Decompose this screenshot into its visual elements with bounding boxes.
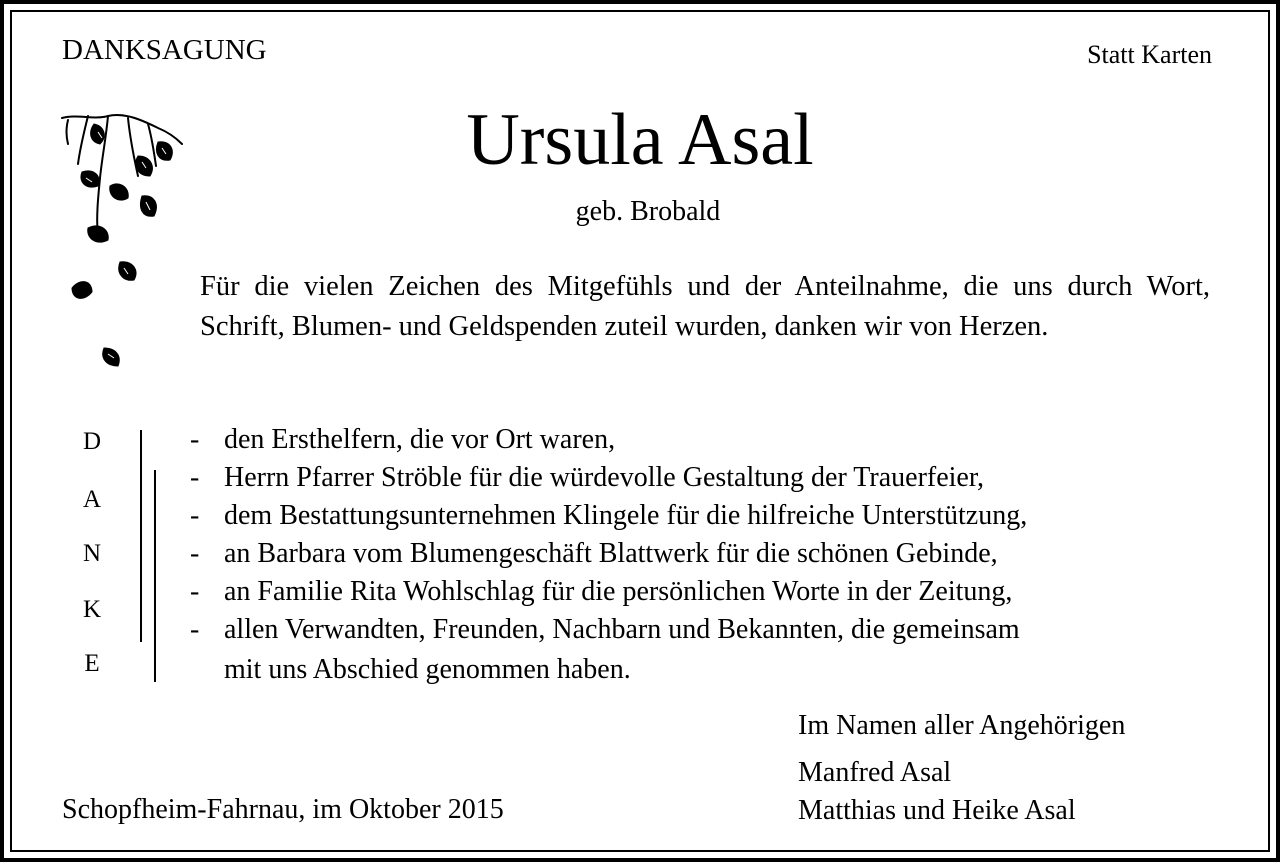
deceased-name: Ursula Asal	[466, 99, 814, 181]
danke-letter-a: A	[82, 486, 102, 513]
thanks-item-continuation	[190, 654, 631, 686]
danke-letter-n: N	[82, 540, 102, 567]
divider-line-right	[154, 470, 156, 682]
birch-branch-icon	[58, 98, 198, 388]
signature-name: Matthias und Heike Asal	[798, 795, 1076, 826]
dash: -	[190, 576, 200, 607]
thanks-item-text: allen Verwandten, Freunden, Nachbarn und Bekannten, die gemeinsam	[224, 614, 1020, 645]
intro-paragraph: Für die vielen Zeichen des Mitgefühls und der Anteilnahme, die uns durch Wort, Schrift, Blumen- und Geldspenden zuteil wurden, danken wir von Herzen.	[200, 271, 1210, 342]
danke-letter-d: D	[82, 428, 102, 455]
thanks-item	[190, 538, 998, 570]
thanks-item-text: Herrn Pfarrer Ströble für die würdevolle Gestaltung der Trauerfeier,	[224, 462, 985, 493]
dash: -	[190, 538, 200, 569]
dash: -	[190, 462, 200, 493]
maiden-name: geb. Brobald	[575, 196, 721, 227]
thanks-item-text: den Ersthelfern, die vor Ort waren,	[224, 424, 616, 455]
thanks-item	[190, 462, 984, 494]
thanks-item-text: an Familie Rita Wohlschlag für die persönlichen Worte in der Zeitung,	[224, 576, 1013, 607]
dash: -	[190, 500, 200, 531]
divider-line-left	[140, 430, 142, 642]
dash: -	[190, 614, 200, 645]
signature-name: Manfred Asal	[798, 757, 952, 788]
thanks-item	[190, 424, 615, 456]
signature-intro: Im Namen aller Angehörigen	[798, 710, 1126, 741]
dash: -	[190, 424, 200, 455]
heading-danksagung: DANKSAGUNG	[62, 34, 267, 66]
thanks-item	[190, 576, 1012, 608]
thanks-item-text: an Barbara vom Blumengeschäft Blattwerk für die schönen Gebinde,	[224, 538, 998, 569]
danke-letter-k: K	[82, 596, 102, 623]
danke-letter-e: E	[84, 650, 100, 677]
heading-statt-karten: Statt Karten	[1087, 40, 1212, 69]
thanks-item	[190, 500, 1027, 532]
place-date: Schopfheim-Fahrnau, im Oktober 2015	[62, 794, 504, 825]
thanks-item-text: dem Bestattungsunternehmen Klingele für die hilfreiche Unterstützung,	[224, 500, 1028, 531]
thanks-item	[190, 614, 1020, 646]
thanks-item-continuation-text: mit uns Abschied genommen haben.	[224, 654, 631, 685]
